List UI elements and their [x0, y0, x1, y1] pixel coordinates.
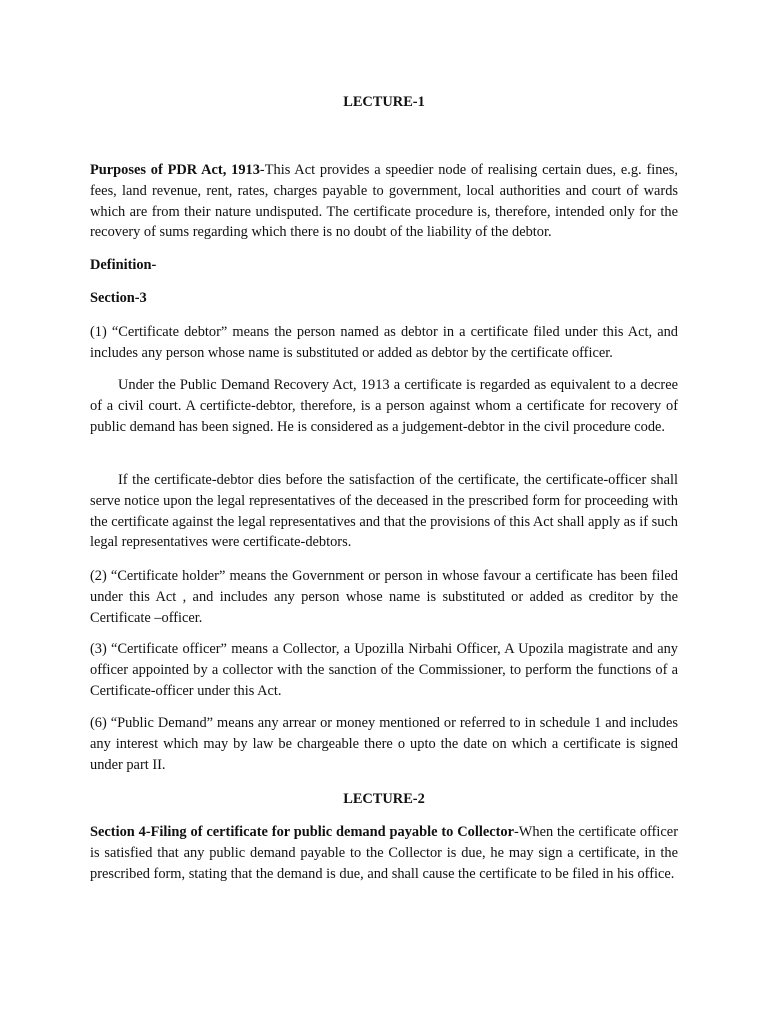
definition-3: (3) “Certificate officer” means a Collector, a Upozilla Nirbahi Officer, A Upozila magistrate and any officer appointed by a collector with the sanction of the Commissioner, to perform the functions of a Certificate-officer under this Act. — [90, 641, 678, 699]
definition-1-death-clause: If the certificate-debtor dies before the satisfaction of the certificate, the certificate-officer shall serve notice upon the legal representatives of the deceased in the prescribed form for proceeding with the certificate against the legal representatives and that the provisions of this Act shall apply as if such legal representatives were certificate-debtors. — [90, 472, 678, 551]
definition-6: (6) “Public Demand” means any arrear or money mentioned or referred to in schedule 1 and includes any interest which may by law be chargeable there o upto the date on which a certificate is signed under part II. — [90, 715, 678, 773]
lecture-2-heading: LECTURE-2 — [343, 791, 425, 807]
definition-heading: Definition- — [90, 257, 157, 273]
lecture-1-heading: LECTURE-1 — [343, 94, 425, 110]
section-4-lead: Section 4-Filing of certificate for public demand payable to Collector — [90, 824, 514, 840]
purposes-lead: Purposes of PDR Act, 1913 — [90, 162, 260, 178]
section-4-paragraph — [90, 822, 678, 884]
definition-1: (1) “Certificate debtor” means the person named as debtor in a certificate filed under this Act, and includes any person whose name is substituted or added as debtor by the certificate officer. — [90, 324, 678, 361]
definition-2: (2) “Certificate holder” means the Government or person in whose favour a certificate has been filed under this Act , and includes any person whose name is substituted or added as creditor by the Certificate –officer. — [90, 568, 678, 626]
purposes-text: -This Act provides a speedier node of realising certain dues, e.g. fines, fees, land revenue, rent, rates, charges payable to government, local authorities and court of wards which are from their nature undisputed. The certificate procedure is, therefore, intended only for the recovery of sums regarding which there is no doubt of the liability of the debtor. — [90, 162, 679, 241]
definition-1-explanation: Under the Public Demand Recovery Act, 1913 a certificate is regarded as equivalent to a decree of a civil court. A certificte-debtor, therefore, is a person against whom a certificate for recovery of public demand has been signed. He is considered as a judgement-debtor in the civil procedure code. — [90, 377, 678, 435]
section-4-text: -When the certificate officer is satisfied that any public demand payable to the Collector is due, he may sign a certificate, in the prescribed form, stating that the demand is due, and shall cause the certificate to be filed in his office. — [90, 824, 678, 882]
section-3-heading: Section-3 — [90, 290, 147, 306]
purposes-paragraph — [90, 160, 678, 243]
